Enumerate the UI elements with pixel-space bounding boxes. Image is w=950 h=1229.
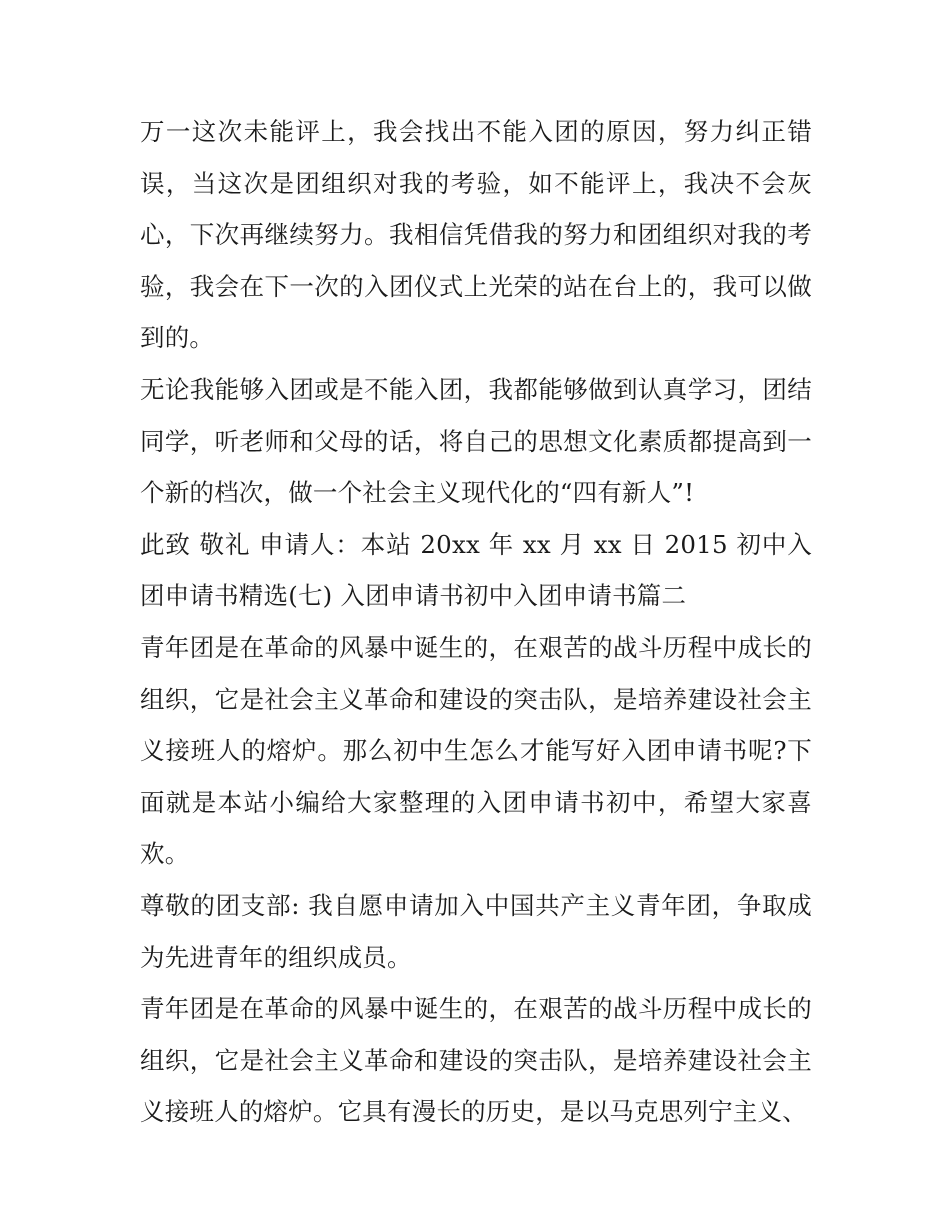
document-body	[140, 106, 812, 1138]
paragraph-body: 青年团是在革命的风暴中诞生的，在艰苦的战斗历程中成长的组织，它是社会主义革命和建设的突击队，是培养建设社会主义接班人的熔炉。它具有漫长的历史，是以马克思列宁主义、	[140, 994, 812, 1127]
paragraph-salutation: 尊敬的团支部: 我自愿申请加入中国共产主义青年团，争取成为先进青年的组织成员。	[140, 890, 812, 972]
paragraph-closing-and-next-title: 此致 敬礼 申请人：本站 20xx 年 xx 月 xx 日 2015 初中入团申请书精选(七) 入团申请书初中入团申请书篇二	[140, 529, 812, 611]
paragraph-commitment: 无论我能够入团或是不能入团，我都能够做到认真学习，团结同学，听老师和父母的话，将自己的思想文化素质都提高到一个新的档次，做一个社会主义现代化的“四有新人”!	[140, 374, 812, 508]
paragraph-exam-outcome: 万一这次未能评上，我会找出不能入团的原因，努力纠正错误，当这次是团组织对我的考验，如不能评上，我决不会灰心，下次再继续努力。我相信凭借我的努力和团组织对我的考验，我会在下一次的入团仪式上光荣的站在台上的，我可以做到的。	[140, 117, 812, 353]
paragraph-intro: 青年团是在革命的风暴中诞生的，在艰苦的战斗历程中成长的组织，它是社会主义革命和建设的突击队，是培养建设社会主义接班人的熔炉。那么初中生怎么才能写好入团申请书呢?下面就是本站小编给大家整理的入团申请书初中，希望大家喜欢。	[140, 632, 812, 869]
